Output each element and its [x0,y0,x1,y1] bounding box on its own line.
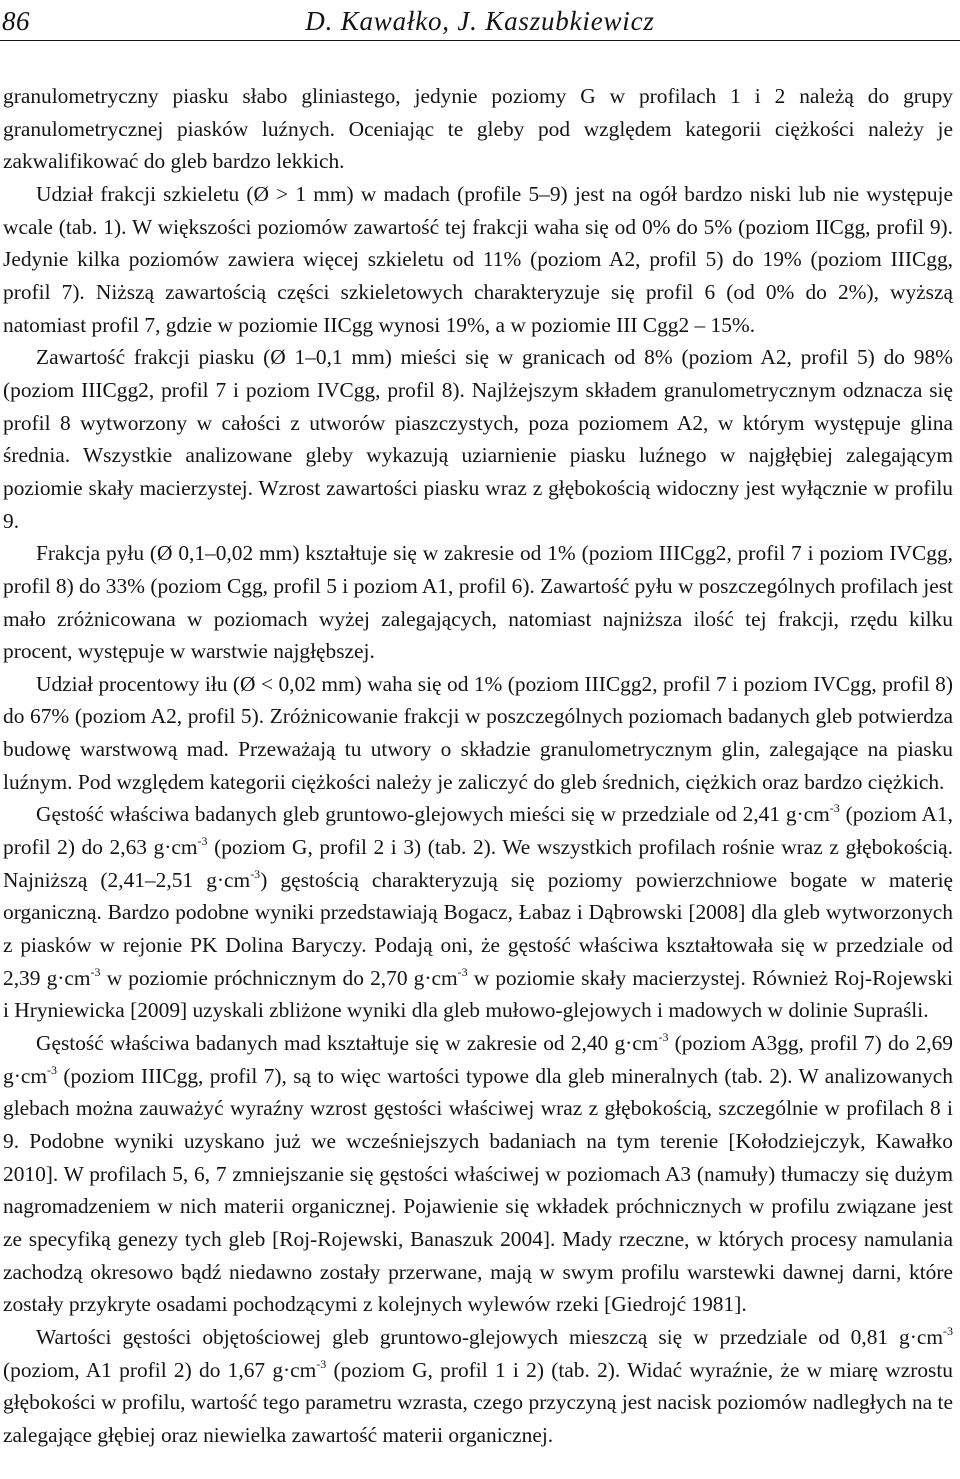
paragraph-7 [3,1027,953,1321]
paragraph-8-text-b: (poziom, A1 profil 2) do 1,67 g·cm [3,1357,317,1382]
superscript-exponent: -3 [943,1323,953,1338]
running-header [0,0,960,44]
superscript-exponent: -3 [316,1356,327,1371]
superscript-exponent: -3 [90,964,101,979]
paragraph-5: Udział procentowy iłu (Ø < 0,02 mm) waha się od 1% (poziom IIICgg2, profil 7 i poziom IVCgg, profil 8) do 67% (poziom A2, profil 5). Zróżnicowanie frakcji w poszczególnych poziomach badanych gleb potwierdza budowę warstwową mad. Przeważają tu utwory o składzie granulometrycznym glin, zalegające na piasku luźnym. Pod względem kategorii ciężkości należy je zaliczyć do gleb średnich, ciężkich oraz bardzo ciężkich. [3,671,953,794]
running-head-authors: D. Kawałko, J. Kaszubkiewicz [305,6,655,36]
paragraph-6-text-e: w poziomie próchnicznym do 2,70 g·cm [100,965,458,990]
paragraph-8-text-a: Wartości gęstości objętościowej gleb gruntowo-glejowych mieszczą się w przedziale od 0,81 g·cm [36,1324,943,1349]
body-text [3,80,953,1452]
header-rule [0,40,960,41]
superscript-exponent: -3 [658,1030,669,1045]
superscript-exponent: -3 [46,1062,57,1077]
paragraph-1: granulometryczny piasku słabo gliniastego, jedynie poziomy G w profilach 1 i 2 należą do grupy granulometrycznej piasków luźnych. Oceniając te gleby pod względem kategorii ciężkości należy je zakwalifikować do gleb bardzo lekkich. [3,84,953,174]
paragraph-3: Zawartość frakcji piasku (Ø 1–0,1 mm) mieści się w granicach od 8% (poziom A2, profil 5) do 98% (poziom IIICgg2, profil 7 i poziom IVCgg, profil 8). Najlżejszym składem granulometrycznym odznacza się profil 8 wytworzony w całości z utworów piaszczystych, poza poziomem A2, w którym występuje glina średnia. Wszystkie analizowane gleby wykazują uziarnienie piasku luźnego w najgłębiej zalegającym poziomie skały macierzystej. Wzrost zawartości piasku wraz z głębokością widoczny jest wyłącznie w profilu 9. [3,345,953,533]
paragraph-2: Udział frakcji szkieletu (Ø > 1 mm) w madach (profile 5–9) jest na ogół bardzo niski lub nie występuje wcale (tab. 1). W większości poziomów zawartość tej frakcji waha się od 0% do 5% (poziom IICgg, profil 9). Jedynie kilka poziomów zawiera więcej szkieletu od 11% (poziom A2, profil 5) do 19% (poziom IIICgg, profil 7). Niższą zawartością części szkieletowych charakteryzuje się profil 6 (od 0% do 2%), wyższą natomiast profil 7, gdzie w poziomie IICgg wynosi 19%, a w poziomie III Cgg2 – 15%. [3,181,953,337]
paragraph-8 [3,1321,953,1452]
superscript-exponent: -3 [457,964,468,979]
superscript-exponent: -3 [829,801,840,816]
superscript-exponent: -3 [250,866,261,881]
paragraph-6 [3,798,953,1027]
paragraph-6-text-f: w poziomie skały macierzystej. Również Roj-Rojewski i Hryniewicka [2009] uzyskali zbliżone wyniki dla gleb mułowo-glejowych i madowych w dolinie Supraśli. [3,965,953,1023]
paragraph-8-text-c: (poziom G, profil 1 i 2) (tab. 2). Widać wyraźnie, że w miarę wzrostu głębokości w profilu, wartość tego parametru wzrasta, czego przyczyną jest nacisk poziomów nadległych na te zalegające głębiej oraz niewielka zawartość materii organicznej. [3,1357,953,1447]
page-number: 86 [2,6,30,36]
paragraph-4: Frakcja pyłu (Ø 0,1–0,02 mm) kształtuje się w zakresie od 1% (poziom IIICgg2, profil 7 i poziom IVCgg, profil 8) do 33% (poziom Cgg, profil 5 i poziom A1, profil 6). Zawartość pyłu w poszczególnych profilach jest mało zróżnicowana w poziomach wyżej zalegających, natomiast najniższa ilość tej frakcji, rzędu kilku procent, występuje w warstwie najgłębszej. [3,541,953,664]
paragraph-7-text-a: Gęstość właściwa badanych mad kształtuje się w zakresie od 2,40 g·cm [36,1031,659,1056]
superscript-exponent: -3 [197,834,208,849]
paragraph-6-text-c: (poziom G, profil 2 i 3) (tab. 2). We wszystkich profilach rośnie wraz z głębokością. Najniższą (2,41–2,51 g·cm [3,835,953,892]
paragraph-6-text-b: (poziom A1, profil 2) do 2,63 g·cm [3,802,953,860]
paragraph-7-text-c: (poziom IIICgg, profil 7), są to więc wartości typowe dla gleb mineralnych (tab. 2). W analizowanych glebach można zauważyć wyraźny wzrost gęstości właściwej wraz z głębokością, szczególnie w profilach 8 i 9. Podobne wyniki uzyskano już we wcześniejszych badaniach na tym terenie [Kołodziejczyk, Kawałko 2010]. W profilach 5, 6, 7 zmniejszanie się gęstości właściwej w poziomach A3 (namuły) tłumaczy się dużym nagromadzeniem w nich materii organicznej. Pojawienie się wkładek próchnicznych w profilu związane jest ze specyfiką genezy tych gleb [Roj-Rojewski, Banaszuk 2004]. Mady rzeczne, w których procesy namulania zachodzą okresowo bądź niedawno zostały przerwane, mają w swym profilu warstewki dawnej darni, które zostały przykryte osadami pochodzącymi z kolejnych wylewów rzeki [Giedrojć 1981]. [3,1063,953,1317]
paragraph-6-text-a: Gęstość właściwa badanych gleb gruntowo-glejowych mieści się w przedziale od 2,41 g·cm [36,802,830,827]
paragraph-7-text-b: (poziom A3gg, profil 7) do 2,69 g·cm [3,1031,953,1088]
paragraph-6-text-d: ) gęstością charakteryzują się poziomy powierzchniowe bogate w materię organiczną. Bardzo podobne wyniki przedstawiają Bogacz, Łabaz i Dąbrowski [2008] dla gleb wytworzonych z piasków w rejonie PK Dolina Baryczy. Podają oni, że gęstość właściwa kształtowała się w przedziale od 2,39 g·cm [3,867,954,990]
